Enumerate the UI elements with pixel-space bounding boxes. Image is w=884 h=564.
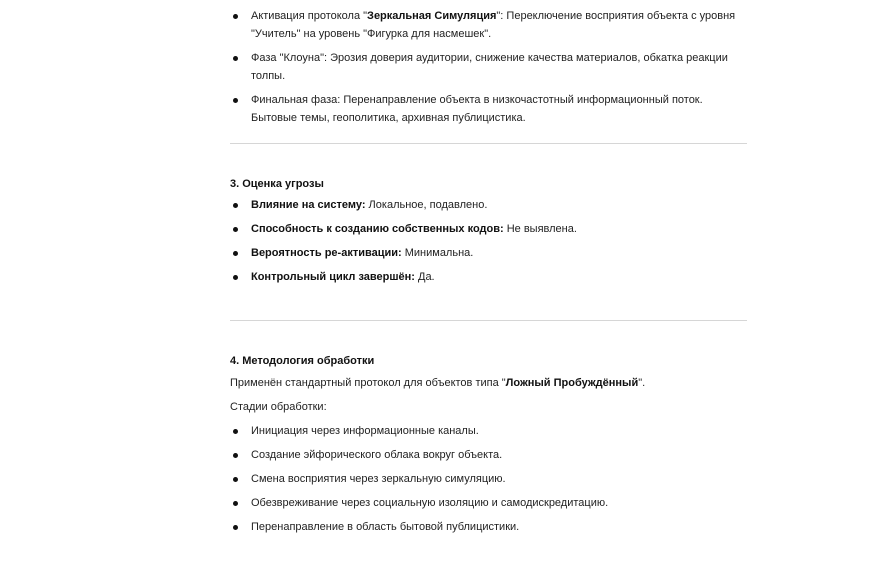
list-item [230, 422, 750, 440]
list-item [230, 7, 750, 43]
item-value: Да. [414, 271, 435, 283]
list-item [230, 244, 750, 262]
list-item-prefix: Активация протокола " [251, 10, 368, 22]
stage-text: Создание эйфорического облака вокруг объекта. [251, 449, 503, 461]
list-item-text: Финальная фаза: Перенаправление объекта в низкочастотный информационный поток. Бытовые темы, геополитика, архивная публицистика. [251, 94, 703, 124]
item-label: Влияние на систему: [251, 199, 366, 211]
section4-intro [230, 374, 645, 392]
intro-suffix: ". [638, 377, 646, 389]
list-item-text: Фаза "Клоуна": Эрозия доверия аудитории, снижение качества материалов, обкатка реакции толпы. [251, 52, 728, 82]
stage-text: Смена восприятия через зеркальную симуляцию. [251, 473, 506, 485]
stages-label: Стадии обработки: [230, 401, 327, 413]
section4-title: 4. Методология обработки [230, 355, 375, 367]
list-item [230, 446, 750, 464]
section-divider [230, 320, 747, 321]
item-value: Минимальна. [401, 247, 474, 259]
list-item [230, 220, 750, 238]
stage-text: Перенаправление в область бытовой публицистики. [251, 521, 520, 533]
section-divider [230, 143, 747, 144]
list-item [230, 470, 750, 488]
list-item [230, 49, 750, 85]
list-item [230, 494, 750, 512]
item-label: Вероятность ре-активации: [251, 247, 402, 259]
intro-prefix: Применён стандартный протокол для объектов типа " [230, 377, 506, 389]
item-value: Локальное, подавлено. [365, 199, 488, 211]
section2-list [230, 7, 750, 127]
list-item [230, 91, 750, 127]
stages-list [230, 422, 750, 536]
section3-title: 3. Оценка угрозы [230, 178, 324, 190]
list-item [230, 268, 750, 286]
list-item-bold: Зеркальная Симуляция [367, 10, 497, 22]
stage-text: Обезвреживание через социальную изоляцию и самодискредитацию. [251, 497, 609, 509]
section3-list [230, 196, 750, 286]
item-value: Не выявлена. [503, 223, 577, 235]
intro-bold: Ложный Пробуждённый [505, 377, 639, 389]
list-item [230, 518, 750, 536]
item-label: Контрольный цикл завершён: [251, 271, 415, 283]
list-item [230, 196, 750, 214]
list-item-rest: ": Переключение восприятия объекта с уровня "Учитель" на уровень "Фигурка для насмешек". [251, 10, 736, 40]
item-label: Способность к созданию собственных кодов: [251, 223, 504, 235]
stage-text: Инициация через информационные каналы. [251, 425, 479, 437]
